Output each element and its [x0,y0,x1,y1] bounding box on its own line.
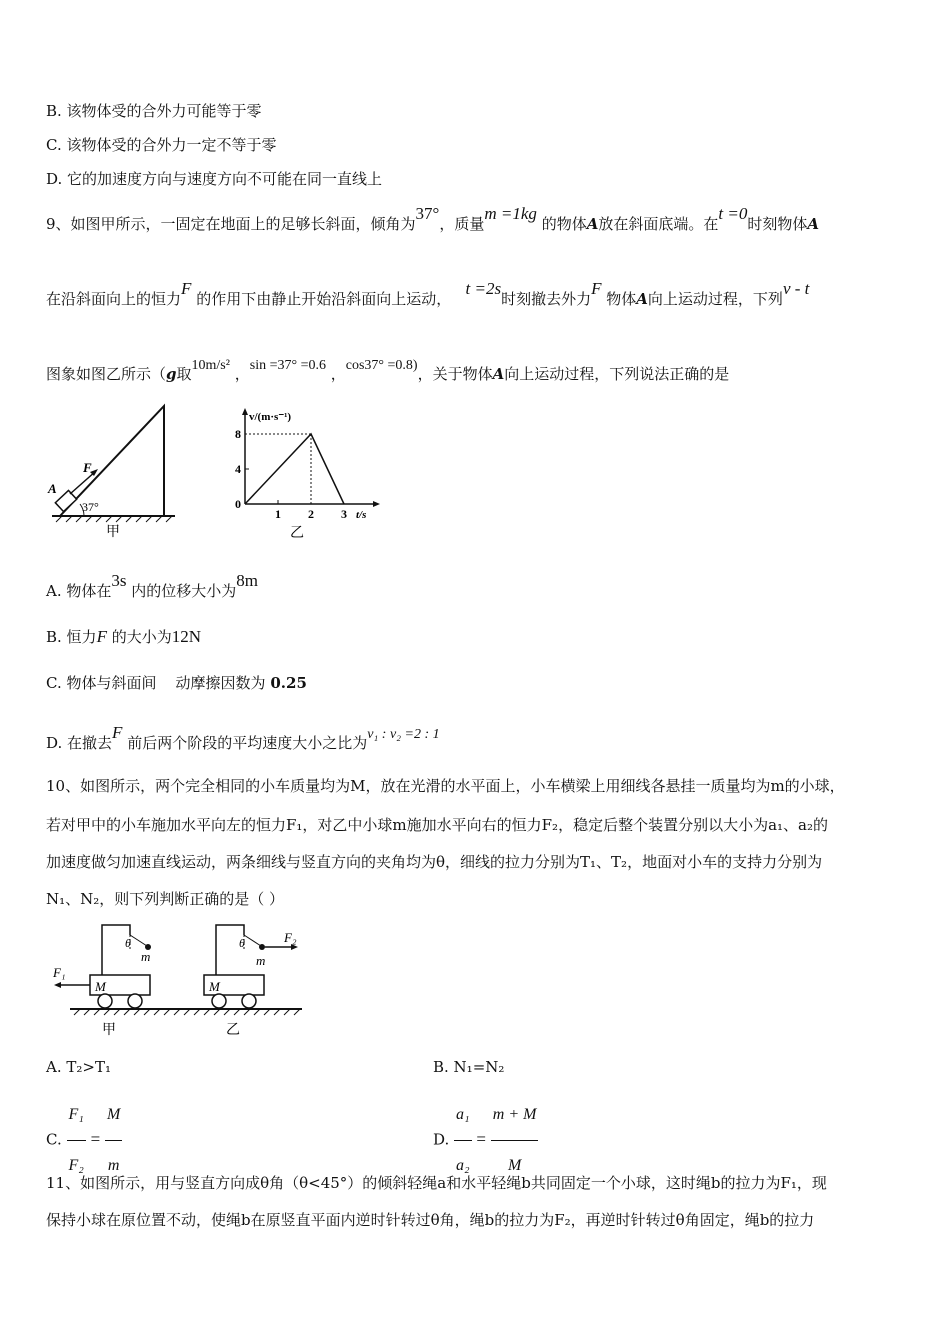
q9-text: 在沿斜面向上的恒力 [46,290,182,308]
q9-text: 物体 [606,290,637,308]
body-label: A [48,481,57,496]
y-tick: 4 [235,462,241,476]
equals: = [476,1129,486,1149]
numerator: M [105,1090,122,1141]
q9-cos: cos37° =0.8) [345,358,418,373]
y-tick: 8 [235,427,241,441]
q9-body-a: A [636,290,648,308]
vt-graph [235,408,380,541]
q10-option-d [433,1090,538,1174]
q9-force-f: F [591,279,602,298]
cart-jia [52,925,151,1038]
q9-option-b [46,627,201,647]
q9-mass: m =1kg [484,204,537,223]
q9-option-a [46,571,259,601]
q9-g: g [166,365,177,383]
q9-text: 放在斜面底端。在 [598,215,719,233]
q9-force-f: F [181,279,192,298]
q9-t2: t =2s [465,279,502,298]
force-label: F₂ [284,930,297,945]
q9-text: 9、如图甲所示，一固定在地面上的足够长斜面，倾角为 [46,215,416,233]
angle-label: 37° [82,500,99,514]
q8-option-c: C. 该物体受的合外力一定不等于零 [46,136,277,154]
q9-figure [40,398,400,543]
q9-option-d [46,723,440,755]
q9-sin: sin =37° =0.6 [249,358,326,373]
option-text: 内的位移大小为 [131,582,237,600]
caption-jia: 甲 [106,525,120,540]
q9-body-a: A [807,215,819,233]
caption-yi: 乙 [290,526,304,541]
cart-label: M [209,979,220,994]
q9-body-a: A [586,215,599,233]
q8-option-b: B. 该物体受的合外力可能等于零 [46,102,262,120]
q9-text: ，质量 [439,215,485,233]
q9-option-c [46,673,307,693]
option-value: 8m [236,571,259,590]
q11-stem-line1: 11、如图所示，用与竖直方向成θ角（θ<45°）的倾斜轻绳a和水平轻绳b共同固定一个小球，这时绳b的拉力为F₁，现 [46,1174,827,1192]
option-text: D. 在撤去 [46,734,113,752]
q8-option-d: D. 它的加速度方向与速度方向不可能在同一直线上 [46,170,383,188]
cart-yi [204,925,298,1038]
option-text: C. 物体与斜面间 动摩擦因数为 [46,674,266,692]
q9-text: ，关于物体 [417,365,493,383]
q10-stem-line2: 若对甲中的小车施加水平向左的恒力F₁，对乙中小球m施加水平向右的恒力F₂，稳定后整个装置分别以大小为a₁、a₂的 [46,816,828,834]
q9-text: 向上运动过程，下列说法正确的是 [504,365,730,383]
x-axis-label: t/s [356,509,367,521]
y-axis-label: v/(m·s⁻¹) [249,411,292,423]
equals: = [90,1129,101,1149]
ball-label: m [256,953,266,968]
force-label: F₁ [53,965,66,980]
numerator: F₁ [67,1090,86,1141]
q9-t0: t =0 [718,204,748,223]
ball-label: m [141,949,151,964]
q9-vt: v - t [782,279,810,298]
q10-figure [44,920,306,1046]
q10-option-a: A. T₂>T₁ [46,1058,111,1076]
y-tick: 0 [235,497,241,511]
q9-stem-line2 [46,279,810,309]
q9-angle: 37° [415,204,440,223]
option-label: D. [433,1130,450,1149]
q9-text: 时刻物体 [747,215,808,233]
q9-g-value: 10m/s² [191,358,230,373]
option-value: 0.25 [270,674,307,692]
q11-stem-line2: 保持小球在原位置不动，使绳b在原竖直平面内逆时针转过θ角，绳b的拉力为F₂，再逆时针转过θ角固定，绳b的拉力 [46,1211,815,1229]
x-tick: 1 [275,507,281,521]
option-text: B. 恒力 [46,628,97,646]
cart-label: M [95,979,106,994]
x-tick: 3 [341,507,347,521]
q9-text: 取 [176,365,192,383]
option-text: 的大小为 [111,628,172,646]
q10-stem-line4: N₁、N₂，则下列判断正确的是（ ） [46,890,285,908]
option-text: 前后两个阶段的平均速度大小之比为 [127,734,368,752]
caption-yi: 乙 [226,1023,240,1038]
q9-text: 时刻撤去外力 [501,290,592,308]
numerator: m + M [491,1090,539,1141]
denominator: m [107,1157,120,1174]
q9-text: 的作用下由静止开始沿斜面向上运动， [196,290,452,308]
x-tick: 2 [308,507,314,521]
q10-option-c [46,1090,122,1174]
q9-text: 向上运动过程，下列 [647,290,783,308]
numerator: a₁ [454,1090,472,1141]
q9-stem-line1 [46,204,819,234]
force-label: F [83,460,92,475]
q9-stem-line3: 图象如图乙所示（g取10m/s² ，sin =37° =0.6 ，cos37° =0.8)，关于物体A向上运动过程，下列说法正确的是 [46,358,730,383]
option-value: v₁ : v₂ =2 : 1 [367,727,440,742]
q10-option-b: B. N₁=N₂ [433,1058,505,1076]
theta-label: θ [239,936,245,950]
option-label: C. [46,1130,62,1149]
option-force: F [96,627,107,646]
q10-stem-line3: 加速度做匀加速直线运动，两条细线与竖直方向的夹角均为θ，细线的拉力分别为T₁、T₂，地面对小车的支持力分别为 [46,853,823,871]
q10-stem-line1: 10、如图所示，两个完全相同的小车质量均为M，放在光滑的水平面上，小车横梁上用细线各悬挂一质量均为m的小球， [46,777,845,795]
option-value: 3s [111,571,127,590]
q9-body-a: A [492,365,505,383]
q9-text: 图象如图乙所示（ [46,365,167,383]
incline-diagram [47,406,175,540]
denominator: F₂ [68,1157,84,1174]
q9-text: 的物体 [541,215,587,233]
theta-label: θ [125,936,131,950]
denominator: M [507,1157,522,1174]
option-value: 12N [171,627,202,646]
caption-jia: 甲 [102,1023,116,1038]
denominator: a₂ [456,1157,470,1174]
option-text: A. 物体在 [46,582,112,600]
option-force: F [112,723,123,742]
